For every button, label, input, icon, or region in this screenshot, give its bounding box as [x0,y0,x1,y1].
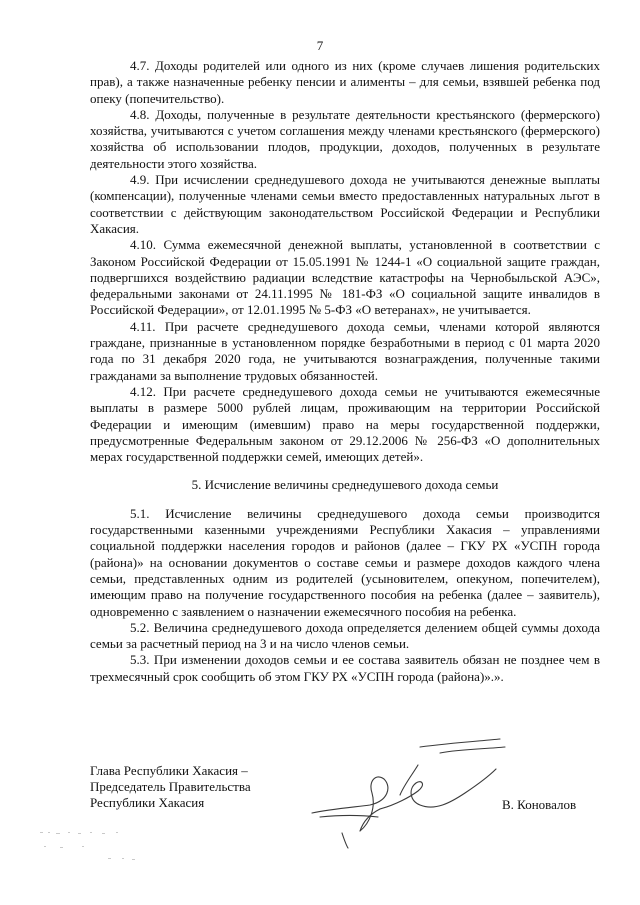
handwritten-signature [300,735,515,850]
signatory-name: В. Коновалов [502,797,577,812]
paragraph-4-7: 4.7. Доходы родителей или одного из них (кроме случаев лишения родительских прав), а также назначенные ребенку пенсии и алименты – для семьи, взявшей ребенка под опеку (попечительство). [90,58,600,106]
paragraph-4-10: 4.10. Сумма ежемесячной денежной выплаты, установленной в соответствии с Законом Российской Федерации от 15.05.1991 № 1244-1 «О социальной защите граждан, подвергшихся воздействию радиации вследствие катастрофы на Чернобыльской АЭС», федеральными законами от 24.11.1995 № 181-ФЗ «О социальной защите инвалидов в Российской Федерации», от 12.01.1995 № 5-ФЗ «О ветеранах», не учитывается. [90,237,600,318]
signatory-title-line: Председатель Правительства [90,779,251,794]
paragraph-5-2: 5.2. Величина среднедушевого дохода определяется делением общей суммы дохода семьи за расчетный период на 3 и на число членов семьи. [90,619,600,652]
paragraph-5-1: 5.1. Исчисление величины среднедушевого дохода семьи производится государственными казенными учреждениями Республики Хакасия – управлениями социальной поддержки населения городов и районов (далее – ГКУ РХ «УСПН города (района)» на основании документов о составе семьи и размере доходов каждого члена семьи, представленных одним из родителей (усыновителем, опекуном, попечителем), имеющим право на получение государственного пособия на ребенка (далее – заявитель), одновременно с заявлением о назначении ежемесячного пособия на ребенка. [90,505,600,619]
signatory-title-line: Республики Хакасия [90,795,205,810]
scan-artifact [38,828,148,862]
signatory-title-line: Глава Республики Хакасия – [90,763,248,778]
paragraph-4-12: 4.12. При расчете среднедушевого дохода семьи не учитываются ежемесячные выплаты в размере 5000 рублей лицам, проживающим на территории Российской Федерации и имеющим (имевшим) право на меры государственной поддержки, предусмотренные Федеральным законом от 29.12.2006 № 256-ФЗ «О дополнительных мерах государственной поддержки семей, имеющих детей». [90,383,600,465]
paragraph-5-3: 5.3. При изменении доходов семьи и ее состава заявитель обязан не позднее чем в трехмесячный срок сообщить об этом ГКУ РХ «УСПН города (района)».». [90,652,600,684]
paragraph-4-8: 4.8. Доходы, полученные в результате деятельности крестьянского (фермерского) хозяйства, учитываются с учетом соглашения между членами крестьянского (фермерского) хозяйства об использовании плодов, продукции, доходов, полученных в результате деятельности этого хозяйства. [90,106,600,171]
section-5-heading: 5. Исчисление величины среднедушевого дохода семьи [191,477,499,493]
page-number: 7 [316,38,324,53]
paragraph-4-9: 4.9. При исчислении среднедушевого дохода не учитываются денежные выплаты (компенсации), полученные членами семьи вместо предоставленных натуральных льгот в соответствии с действующим законодательством Российской Федерации и Республики Хакасия. [90,172,600,236]
document-body [90,58,600,685]
paragraph-4-11: 4.11. При расчете среднедушевого дохода семьи, членами которой являются граждане, признанные в установленном порядке безработными в период с 01 марта 2020 года по 31 декабря 2020 года, не учитываются вознаграждения, полученные такими гражданами за выполнение трудовых обязанностей. [90,318,600,383]
signatory-title [90,763,290,811]
